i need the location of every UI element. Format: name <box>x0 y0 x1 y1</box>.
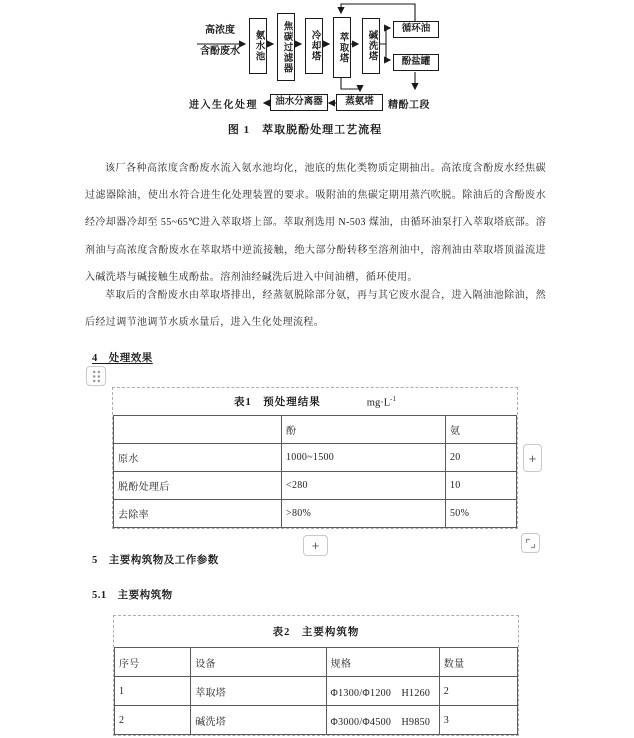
table-1-container <box>112 387 518 529</box>
table-cell[interactable]: >80% <box>282 500 446 528</box>
table-row <box>114 500 517 528</box>
diagram-box-ammonia-stripper: 蒸氨塔 <box>336 94 383 111</box>
figure-caption: 图 1 萃取脱酚处理工艺流程 <box>227 124 383 136</box>
table-cell[interactable]: 规格 <box>326 648 439 677</box>
table-row <box>114 444 517 472</box>
section-heading-4[interactable]: 4 处理效果 <box>92 353 153 364</box>
table-cell[interactable]: Φ1300/Φ1200 H1260 <box>326 677 439 706</box>
diagram-input-label-line1: 高浓度 <box>205 25 235 36</box>
diagram-box-circulating-oil: 循环油 <box>393 21 439 38</box>
plus-icon: + <box>528 450 537 466</box>
table-cell[interactable]: 3 <box>439 706 517 735</box>
diagram-box-oil-water-separator: 油水分离器 <box>270 94 328 111</box>
table-cell[interactable]: 去除率 <box>114 500 282 528</box>
expand-icon <box>525 538 536 549</box>
diagram-box-extraction-tower: 萃取塔 <box>333 17 351 78</box>
table-cell[interactable]: 碱洗塔 <box>191 706 326 735</box>
expand-table-button[interactable] <box>521 533 540 553</box>
paragraph-process-description[interactable]: 该厂各种高浓度含酚废水流入氨水池均化，池底的焦化类物质定期抽出。高浓度含酚废水经焦碳过滤器除油，使出水符合进生化处理装置的要求。吸附油的焦碳定期用蒸汽吹脱。除油后的含酚废水经冷却器冷却至 55~65℃进入萃取塔上部。萃取剂选用 N-503 煤油，由循环油泵打入萃取塔底部。溶剂油与高浓度含酚废水在萃取塔中逆流接触，绝大部分酚转移至溶剂油中，溶剂油由萃取塔顶溢流进入碱洗塔与碱接触生成酚盐。溶剂油经碱洗后进入中间油槽，循环使用。 <box>85 163 546 283</box>
table-1-title-row[interactable] <box>113 388 517 415</box>
diagram-box-cooling-tower: 冷却塔 <box>305 18 323 74</box>
diagram-box-phenol-salt-tank: 酚盐罐 <box>393 54 439 71</box>
table-1-unit: $mg\cdot L^{-1}$ <box>366 394 396 409</box>
table-cell[interactable]: 氨 <box>446 416 517 444</box>
table-row <box>115 706 518 735</box>
diagram-box-ammonia-pool: 氨水池 <box>249 18 267 74</box>
table-cell[interactable]: 数量 <box>439 648 517 677</box>
table-row <box>114 472 517 500</box>
table-cell[interactable]: 萃取塔 <box>191 677 326 706</box>
plus-icon: + <box>311 538 320 553</box>
table-cell[interactable]: 1 <box>115 677 191 706</box>
table-cell[interactable]: 脱酚处理后 <box>114 472 282 500</box>
table-cell[interactable]: 原水 <box>114 444 282 472</box>
section-heading-5[interactable]: 5 主要构筑物及工作参数 <box>92 555 219 566</box>
table-cell[interactable]: 1000~1500 <box>282 444 446 472</box>
diagram-input-label <box>194 24 246 59</box>
table-2 <box>114 647 518 735</box>
table-drag-handle-button[interactable] <box>86 366 106 386</box>
add-row-button[interactable] <box>303 535 328 556</box>
section-heading-5-1[interactable]: 5.1 主要构筑物 <box>92 590 173 601</box>
table-cell[interactable]: Φ3000/Φ4500 H9850 <box>326 706 439 735</box>
table-cell[interactable]: 2 <box>439 677 517 706</box>
table-cell[interactable]: 设备 <box>191 648 326 677</box>
table-cell[interactable]: <280 <box>282 472 446 500</box>
diagram-input-label-line2: 含酚废水 <box>200 46 240 57</box>
table-row <box>114 416 517 444</box>
table-row <box>115 677 518 706</box>
diagram-label-refined-phenol: 精酚工段 <box>388 100 430 111</box>
table-row <box>115 648 518 677</box>
table-cell[interactable]: 2 <box>115 706 191 735</box>
table-cell[interactable]: 酚 <box>282 416 446 444</box>
table-cell[interactable] <box>114 416 282 444</box>
diagram-box-alkali-wash-tower: 碱洗塔 <box>362 18 380 74</box>
table-1 <box>113 415 517 528</box>
diagram-label-to-biochemical: 进入生化处理 <box>189 100 258 111</box>
add-column-button[interactable] <box>523 444 542 472</box>
table-cell[interactable]: 序号 <box>115 648 191 677</box>
paragraph-effluent-routing[interactable]: 萃取后的含酚废水由萃取塔排出，经蒸氨脱除部分氨，再与其它废水混合，进入隔油池除油，然后经过调节池调节水质水量后，进入生化处理流程。 <box>85 290 546 329</box>
table-1-title: 表1 预处理结果 <box>234 397 321 408</box>
table-cell[interactable]: 20 <box>446 444 517 472</box>
process-flow-diagram[interactable] <box>0 0 634 150</box>
diagram-box-coke-filter: 焦碳过滤器 <box>277 13 295 81</box>
table-2-title-row[interactable] <box>114 616 518 647</box>
table-cell[interactable]: 50% <box>446 500 517 528</box>
drag-dots-icon <box>92 370 101 383</box>
table-2-container <box>113 615 519 736</box>
table-cell[interactable]: 10 <box>446 472 517 500</box>
table-2-title: 表2 主要构筑物 <box>272 627 360 638</box>
